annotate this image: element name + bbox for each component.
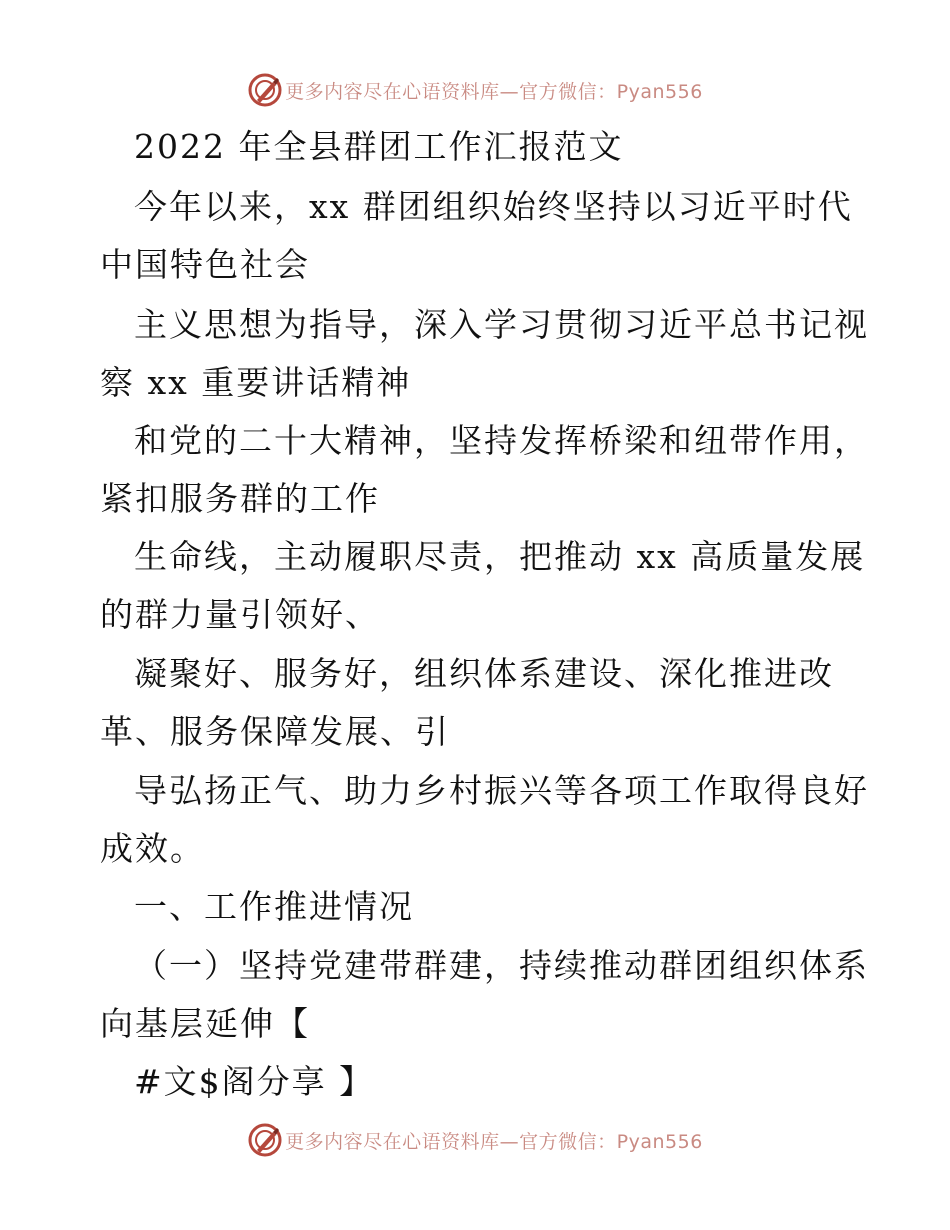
watermark-text: 更多内容尽在心语资料库—官方微信：Pyan556 (285, 1130, 703, 1153)
paragraph-line: 凝聚好、服务好，组织体系建设、深化推进改 (134, 654, 834, 693)
header-watermark (0, 70, 950, 110)
paragraph-line: 和党的二十大精神，坚持发挥桥梁和纽带作用， (134, 421, 869, 460)
paragraph-line: 革、服务保障发展、引 (100, 712, 450, 751)
subsection-heading-continued: 向基层延伸【 (100, 1004, 310, 1043)
section-heading: 一、工作推进情况 (134, 887, 414, 926)
paragraph-line: 紧扣服务群的工作 (100, 479, 380, 518)
paragraph-line: 察 xx 重要讲话精神 (100, 363, 412, 402)
paragraph-line: 主义思想为指导，深入学习贯彻习近平总书记视 (134, 305, 869, 344)
paragraph-line: 今年以来，xx 群团组织始终坚持以习近平时代 (134, 187, 853, 226)
document-title: 2022 年全县群团工作汇报范文 (134, 127, 624, 166)
paragraph-line: 生命线，主动履职尽责，把推动 xx 高质量发展 (134, 537, 866, 576)
paragraph-line: 中国特色社会 (100, 245, 310, 284)
pen-seal-logo-icon (247, 72, 283, 108)
paragraph-line: 的群力量引领好、 (100, 595, 380, 634)
footer-watermark (0, 1120, 950, 1160)
watermark-text: 更多内容尽在心语资料库—官方微信：Pyan556 (285, 80, 703, 103)
paragraph-line: 成效。 (100, 829, 205, 868)
share-tag: #文$阁分享 】 (134, 1062, 375, 1101)
subsection-heading: （一）坚持党建带群建，持续推动群团组织体系 (134, 946, 869, 985)
paragraph-line: 导弘扬正气、助力乡村振兴等各项工作取得良好 (134, 771, 869, 810)
pen-seal-logo-icon (247, 1122, 283, 1158)
